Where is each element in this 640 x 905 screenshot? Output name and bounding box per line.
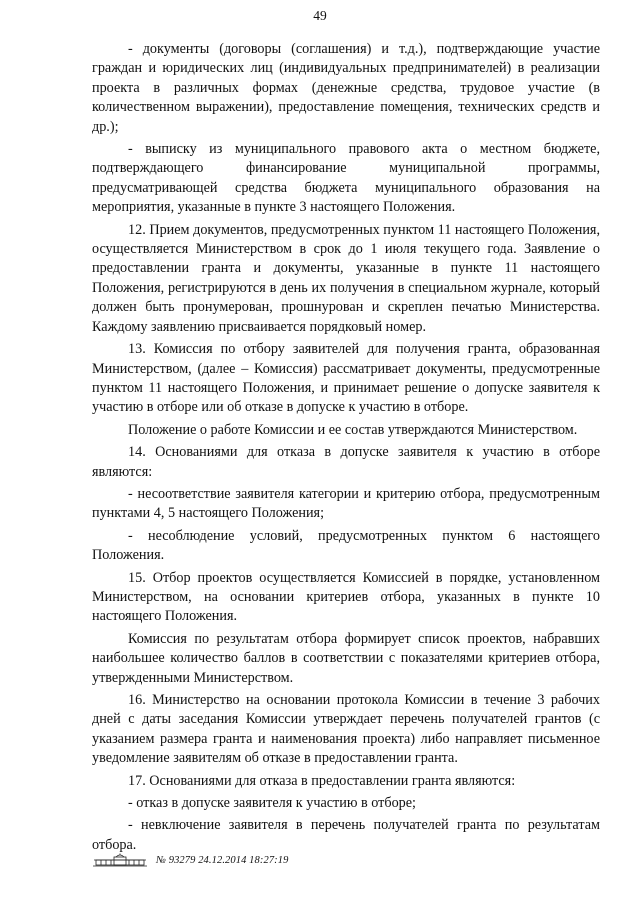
paragraph-clause-12: 12. Прием документов, предусмотренных пунктом 11 настоящего Положения, осуществляется Министерством в срок до 1 июля текущего года. Заявление о предоставлении гранта и документы, указанные в пункте 11 настоящего Положения, регистрируются в день их получения в специальном журнале, который должен быть пронумерован, прошнурован и скреплен печатью Министерства. Каждому заявлению присваивается порядковый номер. bbox=[92, 221, 600, 335]
paragraph-budget-extract-item: - выписку из муниципального правового акта о местном бюджете, подтверждающего финансирование муниципальной программы, предусматривающей средства бюджета муниципального образования на мероприятия, указанные в пункте 3 настоящего Положения. bbox=[92, 141, 600, 216]
paragraph-commission-regulation: Положение о работе Комиссии и ее состав утверждаются Министерством. bbox=[128, 421, 578, 438]
paragraph-refusal-reason-2: - несоблюдение условий, предусмотренных пунктом 6 настоящего Положения. bbox=[92, 527, 600, 564]
paragraph-clause-14: 14. Основаниями для отказа в допуске заявителя к участию в отборе являются: bbox=[92, 444, 600, 480]
paragraph-refusal-reason-1: - несоответствие заявителя категории и критерию отбора, предусмотренным пунктами 4, 5 настоящего Положения; bbox=[92, 485, 600, 522]
document-footer bbox=[92, 852, 288, 868]
page-number: 49 bbox=[313, 8, 327, 23]
paragraph-clause-15: 15. Отбор проектов осуществляется Комиссией в порядке, установленном Министерством, на основании критериев отбора, указанных в пункте 10 настоящего Положения. bbox=[92, 569, 600, 625]
document-registration-info: № 93279 24.12.2014 18:27:19 bbox=[156, 854, 289, 866]
paragraph-clause-16: 16. Министерство на основании протокола Комиссии в течение 3 рабочих дней с даты заседания Комиссии утверждает перечень получателей грантов (с указанием размера гранта и наименования проекта) либо направляет письменное уведомление заявителям об отказе в предоставлении гранта. bbox=[92, 692, 600, 767]
paragraph-commission-list: Комиссия по результатам отбора формирует список проектов, набравших наибольшее количество баллов в соответствии с показателями критериев отбора, утвержденными Министерством. bbox=[92, 630, 600, 686]
paragraph-grant-refusal-1: - отказ в допуске заявителя к участию в отборе; bbox=[128, 795, 416, 812]
paragraph-clause-13: 13. Комиссия по отбору заявителей для получения гранта, образованная Министерством, (далее – Комиссия) рассматривает документы, предусмотренные пунктом 11 настоящего Положения, и принимает решение о допуске заявителя к участию в отборе или об отказе в допуске к участию в отборе. bbox=[92, 341, 600, 416]
government-building-logo-icon bbox=[92, 853, 148, 867]
paragraph-grant-refusal-2: - невключение заявителя в перечень получателей гранта по результатам отбора. bbox=[92, 817, 600, 853]
document-body bbox=[92, 40, 600, 858]
paragraph-clause-17: 17. Основаниями для отказа в предоставлении гранта являются: bbox=[128, 772, 516, 789]
paragraph-documents-list-item: - документы (договоры (соглашения) и т.д.), подтверждающие участие граждан и юридических лиц (индивидуальных предпринимателей) в реализации проекта в различных формах (денежные средства, трудовое участие (в количественном выражении), предоставление помещения, технических средств и др.); bbox=[92, 41, 600, 135]
